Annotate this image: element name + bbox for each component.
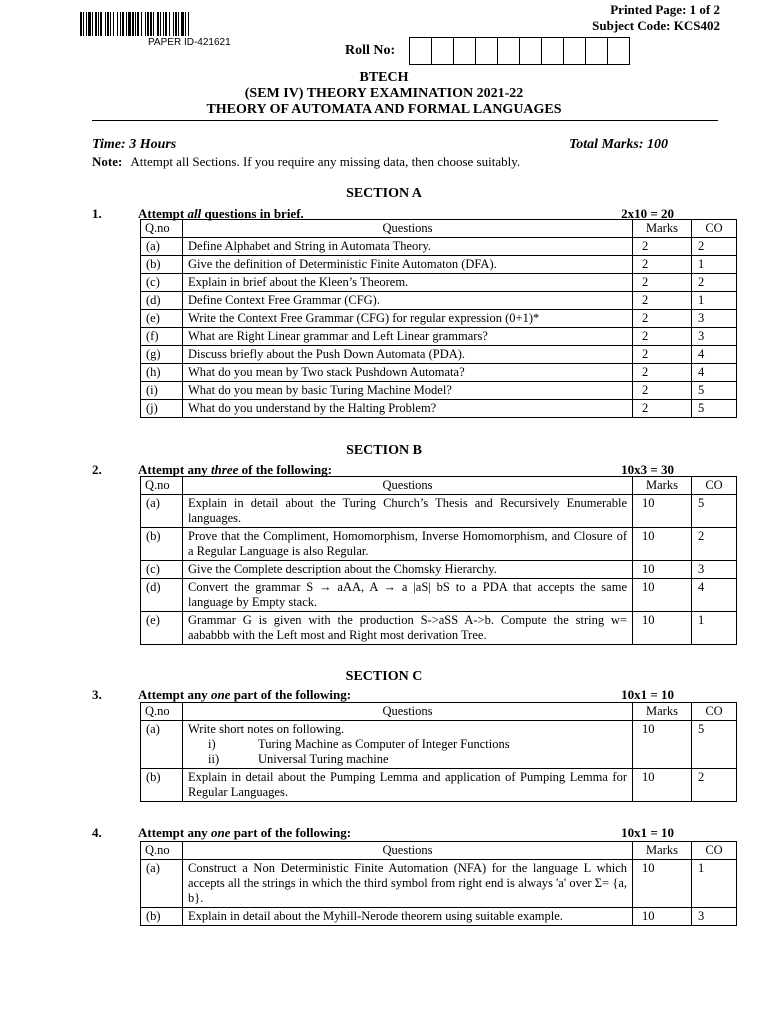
question-text-body: Write short notes on following. [188,722,345,736]
question-part: (c) [141,274,183,292]
question-marks: 10 [633,561,692,579]
question-marks: 2 [633,364,692,382]
title-line-3: THEORY OF AUTOMATA AND FORMAL LANGUAGES [206,102,562,117]
column-header-co: CO [692,220,737,238]
roll-number-box[interactable] [586,38,608,64]
question-part: (h) [141,364,183,382]
column-header-qno: Q.no [141,220,183,238]
barcode [80,12,308,36]
question-co: 3 [692,561,737,579]
question-marks: 2 [633,400,692,418]
question-marks: 2 [633,382,692,400]
question-co: 2 [692,274,737,292]
question-text-body: What do you mean by basic Turing Machine Model? [188,383,452,397]
column-header-co: CO [692,477,737,495]
question-text [183,495,633,528]
question-co: 4 [692,346,737,364]
question-marks: 2 [633,256,692,274]
question-text [183,860,633,908]
roll-number-box[interactable] [432,38,454,64]
table-header-row [141,477,737,495]
question-text-body: Discuss briefly about the Push Down Automata (PDA). [188,347,466,361]
column-header-questions: Questions [183,477,633,495]
question-text-body: What do you understand by the Halting Problem? [188,401,437,415]
question-marks: 10 [633,908,692,926]
question-text [183,721,633,769]
question-number: 4. [92,825,102,840]
question-marks: 10 [633,528,692,561]
question-part: (a) [141,238,183,256]
question-part: (i) [141,382,183,400]
question-marks: 2 [633,274,692,292]
roll-number-box[interactable] [608,38,629,64]
question-co: 3 [692,908,737,926]
question-part: (a) [141,721,183,769]
question-marks: 2 [633,238,692,256]
title-line-1: BTECH [359,70,409,85]
question-text-body: Define Context Free Grammar (CFG). [188,293,380,307]
column-header-questions: Questions [183,703,633,721]
question-text-body: Give the definition of Deterministic Finite Automaton (DFA). [188,257,497,271]
column-header-questions: Questions [183,842,633,860]
question-text [183,256,633,274]
instruction-text: Attempt [138,206,188,221]
instruction-emphasis: all [187,206,202,221]
table-row [141,328,737,346]
question-marks: 2 [633,292,692,310]
instruction-text: Attempt any [138,687,211,702]
question-part: (j) [141,400,183,418]
question-instruction [138,687,351,703]
section-marks: 10x3 = 30 [621,462,674,477]
total-marks: Total Marks: 100 [568,137,668,152]
instruction-text: Attempt any [138,825,211,840]
question-part: (b) [141,528,183,561]
question-text [183,561,633,579]
table-row [141,274,737,292]
question-co: 1 [692,292,737,310]
question-text-body: Prove that the Compliment, Homomorphism, Inverse Homomorphism, and Closure of a Regular Language is also Regular. [188,529,627,558]
question-part: (a) [141,495,183,528]
question-co: 4 [692,364,737,382]
roll-number-box[interactable] [520,38,542,64]
question-marks: 2 [633,328,692,346]
sub-question [188,752,627,767]
note [92,154,520,170]
column-header-marks: Marks [633,703,692,721]
printed-page: Printed Page: 1 of 2 [610,2,720,17]
question-text-body: Explain in detail about the Myhill-Nerode theorem using suitable example. [188,909,563,923]
section-marks: 10x1 = 10 [621,687,674,702]
roll-number-box[interactable] [498,38,520,64]
question-co: 5 [692,382,737,400]
sub-question [188,737,627,752]
column-header-marks: Marks [633,842,692,860]
question-number: 1. [92,206,102,221]
table-row [141,382,737,400]
question-text-body: Convert the grammar S → aAA, A → a |aS| bS to a PDA that accepts the same language by Empty stack. [188,580,627,609]
question-table [140,476,737,645]
table-row [141,310,737,328]
section-marks: 10x1 = 10 [621,825,674,840]
question-co: 2 [692,769,737,802]
question-part: (a) [141,860,183,908]
barcode-bar [189,12,191,36]
table-row [141,612,737,645]
question-co: 5 [692,721,737,769]
question-text-body: Give the Complete description about the Chomsky Hierarchy. [188,562,497,576]
question-text [183,238,633,256]
question-text [183,364,633,382]
section-title: SECTION B [346,443,422,458]
question-text [183,382,633,400]
note-label: Note: [92,154,123,169]
roll-number-box[interactable] [476,38,498,64]
instruction-emphasis: one [210,825,231,840]
column-header-marks: Marks [633,477,692,495]
question-co: 3 [692,328,737,346]
question-co: 4 [692,579,737,612]
page-info [592,2,720,34]
instruction-text: part of the following: [230,687,352,702]
question-marks: 10 [633,721,692,769]
column-header-co: CO [692,703,737,721]
table-row [141,346,737,364]
table-row [141,495,737,528]
question-text-body: What do you mean by Two stack Pushdown Automata? [188,365,465,379]
question-co: 5 [692,495,737,528]
table-row [141,238,737,256]
question-co: 3 [692,310,737,328]
question-text-body: Explain in detail about the Pumping Lemma and application of Pumping Lemma for Regular Languages. [188,770,627,799]
question-part: (c) [141,561,183,579]
question-marks: 10 [633,579,692,612]
instruction-text: of the following: [238,462,332,477]
question-part: (e) [141,612,183,645]
table-row [141,721,737,769]
question-text [183,908,633,926]
question-table [140,702,737,802]
sub-question-numeral: i) [208,737,216,751]
question-part: (f) [141,328,183,346]
question-marks: 2 [633,346,692,364]
question-table [140,219,737,418]
question-part: (e) [141,310,183,328]
table-header-row [141,220,737,238]
question-text-body: Construct a Non Deterministic Finite Automation (NFA) for the language L which accepts all the strings in which the third symbol from right end is always 'a' over Σ= {a, b}. [188,861,627,905]
table-row [141,908,737,926]
question-text-body: Explain in brief about the Kleen’s Theorem. [188,275,409,289]
question-marks: 10 [633,612,692,645]
time-marks-row [92,137,668,153]
roll-no-label: Roll No: [345,43,396,58]
question-instruction [138,825,351,841]
question-part: (g) [141,346,183,364]
header-divider [92,120,718,121]
sub-question-text: Universal Turing machine [258,752,389,766]
question-text [183,328,633,346]
question-co: 1 [692,860,737,908]
instruction-text: questions in brief. [201,206,304,221]
column-header-co: CO [692,842,737,860]
table-row [141,579,737,612]
column-header-questions: Questions [183,220,633,238]
question-part: (d) [141,579,183,612]
column-header-qno: Q.no [141,477,183,495]
roll-number-boxes[interactable] [409,37,630,65]
question-co: 5 [692,400,737,418]
table-row [141,528,737,561]
question-part: (b) [141,769,183,802]
question-text [183,346,633,364]
section-title: SECTION A [346,186,422,201]
question-text [183,274,633,292]
title-line-2: (SEM IV) THEORY EXAMINATION 2021-22 [244,86,524,101]
column-header-qno: Q.no [141,842,183,860]
roll-number-box[interactable] [410,38,432,64]
table-row [141,860,737,908]
instruction-text: Attempt any [138,462,211,477]
column-header-qno: Q.no [141,703,183,721]
roll-number-box[interactable] [564,38,586,64]
roll-number-box[interactable] [454,38,476,64]
subject-code: Subject Code: KCS402 [592,18,720,33]
question-text-body: What are Right Linear grammar and Left Linear grammars? [188,329,488,343]
exam-title [0,70,768,118]
roll-number-row [345,37,630,65]
question-text [183,400,633,418]
question-text-body: Explain in detail about the Turing Church’s Thesis and Recursively Enumerable languages. [188,496,627,525]
table-header-row [141,703,737,721]
question-text-body: Write the Context Free Grammar (CFG) for regular expression (0+1)* [188,311,540,325]
table-header-row [141,842,737,860]
table-row [141,400,737,418]
question-number: 2. [92,462,102,477]
question-number: 3. [92,687,102,702]
column-header-marks: Marks [633,220,692,238]
question-part: (b) [141,256,183,274]
section-marks: 2x10 = 20 [621,206,674,221]
sub-question-numeral: ii) [208,752,220,766]
time-allowed: Time: 3 Hours [92,137,177,152]
instruction-text: part of the following: [230,825,352,840]
table-row [141,292,737,310]
question-marks: 10 [633,860,692,908]
instruction-emphasis: three [210,462,239,477]
question-text [183,292,633,310]
question-text [183,769,633,802]
question-co: 1 [692,612,737,645]
instruction-emphasis: one [210,687,231,702]
table-row [141,561,737,579]
question-text [183,528,633,561]
question-co: 1 [692,256,737,274]
question-co: 2 [692,528,737,561]
question-text [183,310,633,328]
table-row [141,256,737,274]
question-table [140,841,737,926]
section-title: SECTION C [345,669,423,684]
question-text [183,579,633,612]
table-row [141,364,737,382]
question-part: (b) [141,908,183,926]
roll-number-box[interactable] [542,38,564,64]
question-co: 2 [692,238,737,256]
table-row [141,769,737,802]
question-part: (d) [141,292,183,310]
question-text-body: Define Alphabet and String in Automata Theory. [188,239,432,253]
paper-id: PAPER ID-421621 [148,37,231,48]
sub-question-text: Turing Machine as Computer of Integer Functions [258,737,510,751]
question-marks: 10 [633,769,692,802]
question-marks: 10 [633,495,692,528]
question-text-body: Grammar G is given with the production S->aSS A->b. Compute the string w= aababbb with the Left most and Right most derivation Tree. [188,613,627,642]
question-marks: 2 [633,310,692,328]
question-text [183,612,633,645]
note-text: Attempt all Sections. If you require any missing data, then choose suitably. [130,154,521,169]
